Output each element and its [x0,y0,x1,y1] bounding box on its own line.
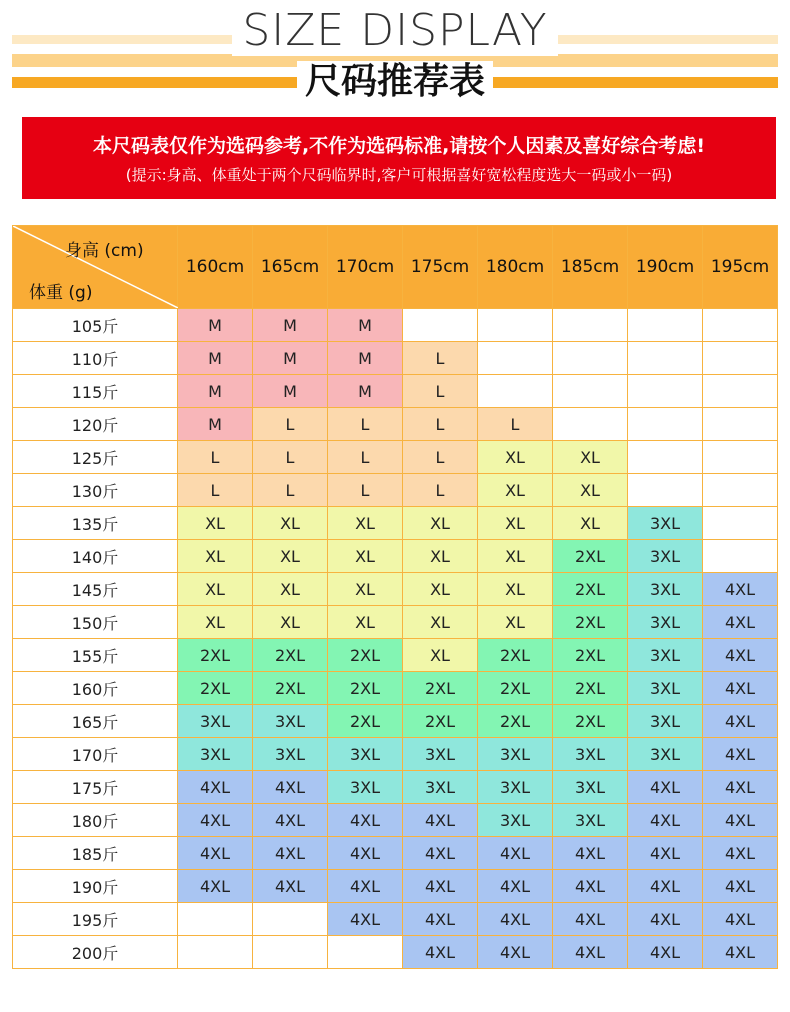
size-cell: 4XL [178,804,253,837]
size-cell [553,375,628,408]
size-cell: 2XL [553,606,628,639]
table-row [13,375,778,408]
size-cell: 3XL [628,705,703,738]
size-cell: 3XL [403,771,478,804]
size-cell: XL [478,507,553,540]
size-cell: 4XL [703,903,778,936]
weight-cell: 145斤 [13,573,178,606]
size-cell: 3XL [403,738,478,771]
weight-cell: 195斤 [13,903,178,936]
size-cell [703,540,778,573]
weight-cell: 115斤 [13,375,178,408]
size-cell: 4XL [553,870,628,903]
table-row [13,342,778,375]
weight-cell: 175斤 [13,771,178,804]
size-cell: 2XL [253,639,328,672]
size-cell: 4XL [403,804,478,837]
size-cell: XL [328,606,403,639]
title-english: SIZE DISPLAY [0,4,790,58]
size-cell: 4XL [403,936,478,969]
size-cell: XL [403,507,478,540]
size-cell: XL [553,507,628,540]
size-cell: XL [478,606,553,639]
size-cell: L [328,408,403,441]
size-cell: 4XL [328,804,403,837]
size-cell: M [178,408,253,441]
size-cell: XL [478,573,553,606]
table-row [13,507,778,540]
size-cell: 2XL [328,672,403,705]
title-chinese: 尺码推荐表 [0,58,790,106]
height-header-cell: 170cm [328,226,403,309]
size-cell: XL [178,540,253,573]
size-cell: 3XL [628,639,703,672]
table-row [13,441,778,474]
height-header-cell: 165cm [253,226,328,309]
size-cell: 3XL [328,771,403,804]
height-header-cell: 160cm [178,226,253,309]
size-cell: L [403,408,478,441]
size-cell: 4XL [478,837,553,870]
size-cell [703,408,778,441]
height-header-cell: 175cm [403,226,478,309]
size-cell: 4XL [703,573,778,606]
size-table-wrapper [12,225,778,969]
size-cell [628,441,703,474]
table-row [13,804,778,837]
size-cell: 4XL [703,870,778,903]
size-cell: M [178,342,253,375]
size-cell: 2XL [178,639,253,672]
size-cell: 4XL [703,705,778,738]
size-cell: 4XL [403,837,478,870]
size-cell: 4XL [253,870,328,903]
size-cell: 4XL [628,903,703,936]
size-cell: 4XL [328,870,403,903]
size-cell [328,936,403,969]
weight-cell: 130斤 [13,474,178,507]
size-cell: L [328,441,403,474]
size-cell: 4XL [178,837,253,870]
size-cell: L [253,441,328,474]
size-cell: XL [328,507,403,540]
notice-banner [22,117,776,199]
table-row [13,309,778,342]
size-cell: XL [403,540,478,573]
size-cell: 4XL [703,639,778,672]
size-cell [178,903,253,936]
size-cell: XL [253,540,328,573]
size-cell [703,375,778,408]
size-cell: L [253,408,328,441]
weight-cell: 140斤 [13,540,178,573]
table-row [13,606,778,639]
size-cell: 4XL [628,771,703,804]
size-cell: L [403,342,478,375]
table-row [13,408,778,441]
size-cell: 3XL [253,738,328,771]
size-cell: XL [478,441,553,474]
size-cell: L [178,474,253,507]
size-cell: 4XL [703,936,778,969]
size-cell: 4XL [628,837,703,870]
size-cell: 3XL [628,738,703,771]
weight-cell: 190斤 [13,870,178,903]
size-cell [178,936,253,969]
corner-height-label: 身高 (cm) [65,241,144,261]
table-row [13,639,778,672]
size-cell: XL [403,606,478,639]
weight-cell: 155斤 [13,639,178,672]
size-cell: 4XL [553,837,628,870]
size-cell: 4XL [253,771,328,804]
size-cell [553,309,628,342]
size-cell: 4XL [553,903,628,936]
size-cell: 4XL [253,837,328,870]
table-row [13,474,778,507]
size-cell [703,309,778,342]
size-cell [628,375,703,408]
size-cell: L [403,441,478,474]
notice-main-text: 本尺码表仅作为选码参考,不作为选码标准,请按个人因素及喜好综合考虑! [92,135,706,157]
table-corner-cell [13,226,178,309]
size-cell: 4XL [628,870,703,903]
size-cell: M [253,309,328,342]
size-cell: 2XL [553,573,628,606]
size-cell: 2XL [178,672,253,705]
size-cell: 2XL [328,705,403,738]
size-cell: XL [478,540,553,573]
size-cell: L [403,474,478,507]
size-cell [703,441,778,474]
size-cell: 4XL [328,837,403,870]
size-cell: 2XL [478,705,553,738]
size-cell: M [328,309,403,342]
size-cell: 2XL [478,639,553,672]
size-cell: 4XL [478,936,553,969]
page-header [0,0,790,112]
size-cell: 3XL [553,738,628,771]
size-cell: 3XL [253,705,328,738]
size-cell: 4XL [703,672,778,705]
size-cell: 4XL [178,771,253,804]
table-row [13,771,778,804]
table-row [13,573,778,606]
table-row [13,903,778,936]
size-cell: 4XL [478,870,553,903]
weight-cell: 160斤 [13,672,178,705]
size-cell: 2XL [253,672,328,705]
size-cell: XL [178,573,253,606]
size-cell [478,375,553,408]
size-cell [253,936,328,969]
corner-weight-label: 体重 (g) [29,283,93,303]
size-cell: L [178,441,253,474]
size-cell: M [253,375,328,408]
size-cell: XL [328,573,403,606]
size-cell: 3XL [478,771,553,804]
size-cell: 3XL [553,804,628,837]
weight-cell: 135斤 [13,507,178,540]
size-cell: L [478,408,553,441]
size-cell [478,309,553,342]
size-cell: 4XL [703,771,778,804]
size-cell: 3XL [178,738,253,771]
size-cell: L [253,474,328,507]
size-cell: 3XL [328,738,403,771]
size-cell: XL [553,441,628,474]
size-cell: 3XL [628,507,703,540]
size-cell: 3XL [178,705,253,738]
size-cell: M [178,309,253,342]
table-row [13,540,778,573]
size-cell: 3XL [628,606,703,639]
size-cell: 3XL [628,672,703,705]
height-header-cell: 190cm [628,226,703,309]
size-cell: L [328,474,403,507]
size-cell: 4XL [553,936,628,969]
size-cell [628,408,703,441]
size-table [12,225,778,969]
size-cell: 4XL [628,936,703,969]
table-row [13,672,778,705]
size-cell: 3XL [628,573,703,606]
size-cell: 4XL [628,804,703,837]
size-cell: M [253,342,328,375]
weight-cell: 110斤 [13,342,178,375]
size-cell [628,309,703,342]
weight-cell: 185斤 [13,837,178,870]
weight-cell: 180斤 [13,804,178,837]
height-header-cell: 185cm [553,226,628,309]
size-cell: 3XL [553,771,628,804]
size-cell: 3XL [628,540,703,573]
size-cell: XL [178,507,253,540]
size-cell: 2XL [553,540,628,573]
size-cell [403,309,478,342]
weight-cell: 120斤 [13,408,178,441]
size-cell [253,903,328,936]
size-cell [478,342,553,375]
size-cell [553,342,628,375]
size-cell: XL [253,606,328,639]
size-cell: 2XL [553,639,628,672]
size-cell: 4XL [403,903,478,936]
size-cell: 4XL [403,870,478,903]
size-cell: XL [253,573,328,606]
size-cell [553,408,628,441]
weight-cell: 170斤 [13,738,178,771]
size-cell [703,474,778,507]
size-cell [703,507,778,540]
size-cell: XL [403,639,478,672]
size-cell: 3XL [478,738,553,771]
size-cell: 3XL [478,804,553,837]
size-cell: L [403,375,478,408]
size-cell: XL [328,540,403,573]
table-row [13,705,778,738]
table-row [13,936,778,969]
size-cell: 2XL [478,672,553,705]
size-cell: M [328,375,403,408]
size-cell [628,342,703,375]
size-cell: XL [253,507,328,540]
weight-cell: 200斤 [13,936,178,969]
table-header-row [13,226,778,309]
weight-cell: 150斤 [13,606,178,639]
weight-cell: 125斤 [13,441,178,474]
size-cell: 4XL [703,837,778,870]
weight-cell: 165斤 [13,705,178,738]
table-row [13,837,778,870]
size-cell: 4XL [253,804,328,837]
size-cell: 2XL [553,705,628,738]
weight-cell: 105斤 [13,309,178,342]
table-row [13,870,778,903]
size-cell: 4XL [328,903,403,936]
size-cell: XL [178,606,253,639]
size-cell: 4XL [178,870,253,903]
size-cell: M [328,342,403,375]
size-cell [628,474,703,507]
table-row [13,738,778,771]
size-cell: 4XL [478,903,553,936]
size-cell: 2XL [328,639,403,672]
size-cell: 4XL [703,738,778,771]
height-header-cell: 195cm [703,226,778,309]
size-cell: 4XL [703,804,778,837]
size-cell: 2XL [403,672,478,705]
size-cell: XL [403,573,478,606]
size-cell: 2XL [553,672,628,705]
table-body [13,309,778,969]
size-cell: 2XL [403,705,478,738]
size-cell [703,342,778,375]
size-cell: XL [478,474,553,507]
notice-hint-text: (提示:身高、体重处于两个尺码临界时,客户可根据喜好宽松程度选大一码或小一码) [125,166,673,184]
height-header-cell: 180cm [478,226,553,309]
size-cell: XL [553,474,628,507]
size-cell: 4XL [703,606,778,639]
size-cell: M [178,375,253,408]
